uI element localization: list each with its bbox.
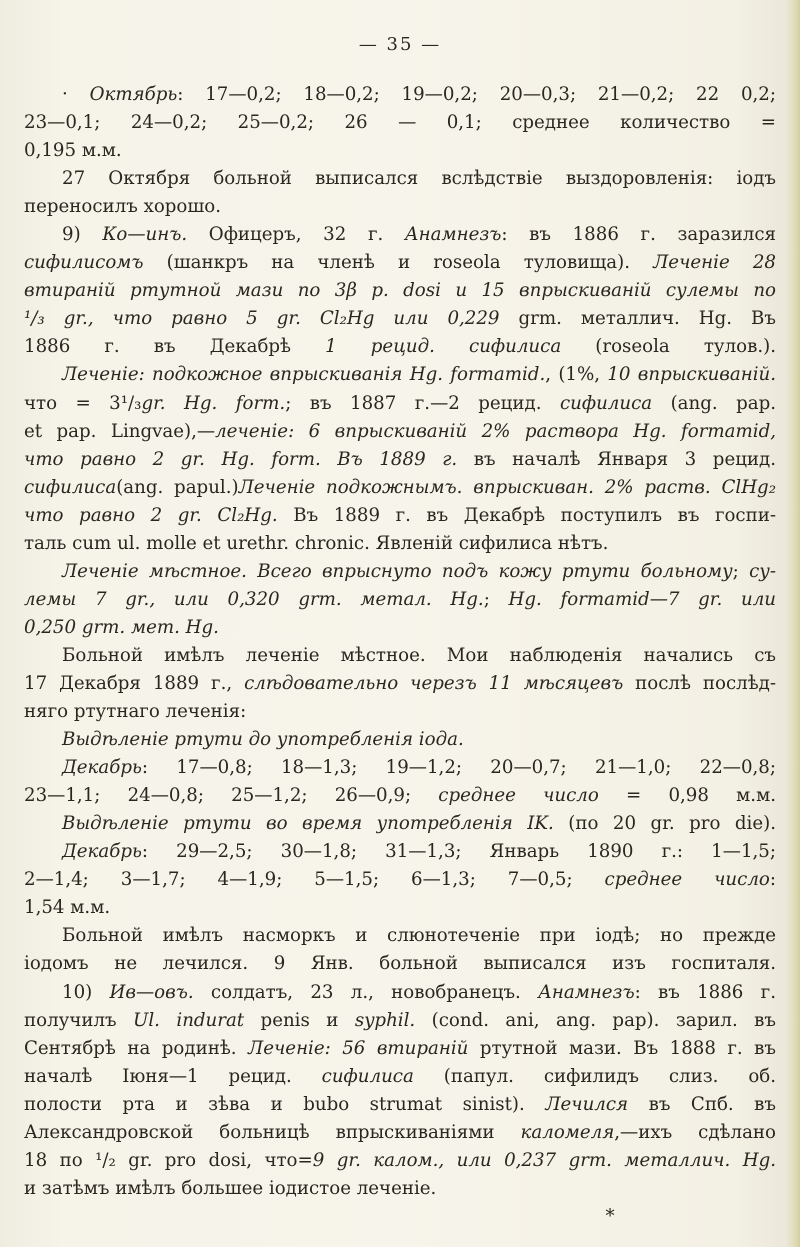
text-line	[24, 922, 776, 950]
italic-text: syphil.	[354, 1009, 416, 1031]
text-line	[24, 109, 776, 137]
text-line	[24, 446, 776, 474]
italic-text: сифилиса	[321, 1065, 414, 1087]
italic-text: ¹/₃ gr., что равно 5 gr. Cl₂Hg или 0,229	[24, 308, 500, 330]
text-line	[24, 1147, 776, 1175]
italic-text: Анамнезъ	[404, 224, 502, 246]
text-segment: (ang. papul.)	[116, 476, 239, 498]
italic-text: лемы 7 gr., или 0,320 grm. метал. Hg.	[24, 588, 484, 610]
italic-text: Ив—овъ.	[109, 981, 194, 1003]
text-segment: : въ 1886 г.	[634, 981, 776, 1003]
text-line	[24, 642, 776, 670]
text-line	[24, 390, 776, 418]
text-segment: (по 20 gr. pro die).	[553, 813, 776, 835]
text-segment: въ началѣ Января 3 рецид.	[457, 448, 776, 470]
italic-text: среднее число	[604, 869, 770, 891]
text-segment: 23—0,1; 24—0,2; 25—0,2; 26 — 0,1; среднее количество =	[24, 112, 776, 134]
text-line	[24, 193, 776, 221]
body-text	[24, 81, 776, 1231]
text-segment: = 0,98 м.м.	[598, 785, 776, 807]
text-segment: (ang. pap.	[652, 392, 776, 414]
text-segment: 27 Октября больной выписался вслѣдствіе выздоровленія: іодъ	[62, 168, 776, 190]
text-segment: Больной имѣлъ насморкъ и слюнотеченіе при іодѣ; но прежде	[62, 925, 776, 947]
text-line	[24, 950, 776, 978]
text-segment: получилъ	[24, 1009, 134, 1031]
italic-text: су-	[749, 560, 776, 582]
text-segment: послѣ послѣд-	[623, 672, 776, 694]
italic-text: Анамнезъ	[538, 981, 635, 1003]
text-segment: няго ртутнаго леченія:	[24, 701, 247, 723]
italic-text: слѣдовательно черезъ 11 мѣсяцевъ	[244, 672, 624, 694]
text-line	[24, 361, 776, 389]
text-segment: 1886 г. въ Декабрѣ	[24, 336, 326, 358]
text-segment: ;	[732, 560, 750, 582]
italic-text: Леченіе 28	[653, 252, 776, 274]
italic-text: Ul. indurat	[133, 1009, 245, 1031]
text-segment: 23—1,1; 24—0,8; 25—1,2; 26—0,9;	[24, 785, 439, 807]
text-line	[24, 866, 776, 894]
italic-text: леченіе: 6 впрыскиваній 2% раствора Hg. formamid,	[215, 420, 776, 442]
italic-text: Леченіе: подкожное впрыскиванія Hg. formamid.	[62, 364, 546, 386]
italic-text: gr. Hg. form.	[141, 392, 286, 414]
text-segment: 1,54 м.м.	[24, 897, 111, 919]
italic-text: сифилиса	[559, 392, 653, 414]
text-line	[24, 698, 776, 726]
italic-text: Выдѣленіе ртути до употребленія іода.	[62, 729, 464, 751]
italic-text: сифилисомъ	[24, 252, 144, 274]
text-line	[24, 838, 776, 866]
text-line	[24, 502, 776, 530]
text-segment: grm. металлич. Hg. Въ	[499, 308, 776, 330]
text-segment: penis и	[244, 1009, 355, 1031]
text-line	[24, 81, 776, 109]
italic-text: Hg. formamid—7 gr. или	[508, 588, 776, 610]
text-line	[24, 333, 776, 361]
italic-text: каломеля	[520, 1121, 615, 1143]
italic-text: сифилиса	[24, 476, 117, 498]
text-segment: солдатъ, 23 л., новобранецъ.	[193, 981, 539, 1003]
text-line	[24, 221, 776, 249]
text-segment: 0,195 м.м.	[24, 140, 122, 162]
text-segment: 18 по ¹/₂ gr. pro dosi, что=	[24, 1149, 313, 1171]
text-segment: ; въ 1887 г.—2 рецид.	[285, 392, 560, 414]
text-segment: что = 3¹/₃	[24, 392, 142, 414]
text-segment: : въ 1886 г. заразился	[501, 224, 776, 246]
text-segment: 9)	[62, 224, 103, 246]
text-line	[24, 418, 776, 446]
text-line	[24, 474, 776, 502]
italic-text: что равно 2 gr. Cl₂Hg.	[24, 504, 278, 526]
text-line	[24, 894, 776, 922]
text-segment: Въ 1889 г. въ Декабрѣ поступилъ въ госпи-	[277, 504, 776, 526]
text-segment: 2—1,4; 3—1,7; 4—1,9; 5—1,5; 6—1,3; 7—0,5;	[24, 869, 605, 891]
text-segment: (roseola тулов.).	[561, 336, 776, 358]
text-line	[24, 1035, 776, 1063]
text-line	[24, 810, 776, 838]
text-segment: *	[605, 1205, 615, 1227]
text-segment: 10)	[62, 981, 110, 1003]
text-segment: полости рта и зѣва и bubo strumat sinist).	[24, 1093, 546, 1115]
text-segment: (шанкръ на членѣ и roseola туловища).	[143, 252, 654, 274]
text-line	[24, 165, 776, 193]
text-line	[24, 1175, 776, 1203]
text-segment: переносилъ хорошо.	[24, 196, 222, 218]
italic-text: Декабрь	[62, 757, 142, 779]
text-line	[24, 586, 776, 614]
text-segment: ртутной мази. Въ 1888 г. въ	[468, 1037, 776, 1059]
text-segment: : 17—0,8; 18—1,3; 19—1,2; 20—0,7; 21—1,0; 22—0,8;	[141, 757, 776, 779]
italic-text: 0,250 grm. мет. Hg.	[24, 616, 219, 638]
text-segment: таль cum ul. molle et urethr. chronic. Явленій сифилиса нѣтъ.	[24, 532, 609, 554]
text-line	[24, 558, 776, 586]
text-segment: : 29—2,5; 30—1,8; 31—1,3; Январь 1890 г.: 1—1,5;	[141, 841, 776, 863]
text-segment: и затѣмъ имѣлъ большее іодистое леченіе.	[24, 1177, 437, 1199]
text-segment: Офицеръ, 32 г.	[187, 224, 405, 246]
text-line	[24, 530, 776, 558]
italic-text: среднее число	[438, 785, 599, 807]
italic-text: 10 впрыскиваній.	[607, 364, 776, 386]
text-line	[24, 670, 776, 698]
italic-text: Лечился	[545, 1093, 629, 1115]
text-segment: ,—ихъ сдѣлано	[614, 1121, 776, 1143]
italic-text: 1 рецид. сифилиса	[325, 336, 562, 358]
text-segment: (папул. сифилидъ слиз. об.	[413, 1065, 776, 1087]
section-end-mark	[24, 1203, 776, 1231]
text-segment: et pap. Lingvae),—	[24, 420, 216, 442]
text-line	[24, 305, 776, 333]
text-line	[24, 782, 776, 810]
text-line	[24, 277, 776, 305]
text-segment: началѣ Іюня—1 рецид.	[24, 1065, 322, 1087]
text-line	[24, 614, 776, 642]
italic-text: Леченіе: 56 втираній	[248, 1037, 469, 1059]
text-segment: , (1%,	[545, 364, 608, 386]
text-segment: Александровской больницѣ впрыскиваніями	[24, 1121, 521, 1143]
text-line	[24, 979, 776, 1007]
italic-text: Выдѣленіе ртути во время употребленія IK.	[62, 813, 554, 835]
text-segment: ;	[483, 588, 509, 610]
text-line	[24, 754, 776, 782]
page-number: — 35 —	[358, 34, 442, 55]
text-segment: іодомъ не лечился. 9 Янв. больной выписался изъ госпиталя.	[24, 953, 776, 975]
italic-text: Декабрь	[62, 841, 142, 863]
italic-text: Октябрь	[89, 84, 178, 105]
text-line	[24, 1119, 776, 1147]
text-segment: :	[769, 869, 776, 891]
text-line	[24, 249, 776, 277]
italic-text: что равно 2 gr. Hg. form. Въ 1889 г.	[24, 448, 458, 470]
text-line	[24, 1063, 776, 1091]
text-segment: Сентябрѣ на родинѣ.	[24, 1037, 249, 1059]
text-line	[24, 1091, 776, 1119]
italic-text: 9 gr. калом., или 0,237 grm. металлич. Hg.	[312, 1149, 776, 1171]
italic-text: Леченіе мѣстное. Всего впрыснуто подъ кожу ртути больному	[62, 560, 733, 582]
text-segment: въ Спб. въ	[628, 1093, 776, 1115]
italic-text: Ко—инъ.	[102, 224, 188, 246]
italic-text: Леченіе подкожнымъ. впрыскиван. 2% раств. ClHg₂	[238, 476, 776, 498]
text-line	[24, 726, 776, 754]
text-segment: Больной имѣлъ леченіе мѣстное. Мои наблюденія начались съ	[62, 644, 776, 666]
text-segment: 17 Декабря 1889 г.,	[24, 672, 245, 694]
text-line	[24, 1007, 776, 1035]
text-line	[24, 137, 776, 165]
text-segment: (cond. ani, ang. pap). зарил. въ	[415, 1009, 776, 1031]
italic-text: втираній ртутной мази по 3β р. dosi и 15 впрыскиваній сулемы по	[24, 280, 776, 302]
text-segment: ·	[62, 84, 90, 105]
text-segment: : 17—0,2; 18—0,2; 19—0,2; 20—0,3; 21—0,2; 22 0,2;	[177, 84, 776, 105]
